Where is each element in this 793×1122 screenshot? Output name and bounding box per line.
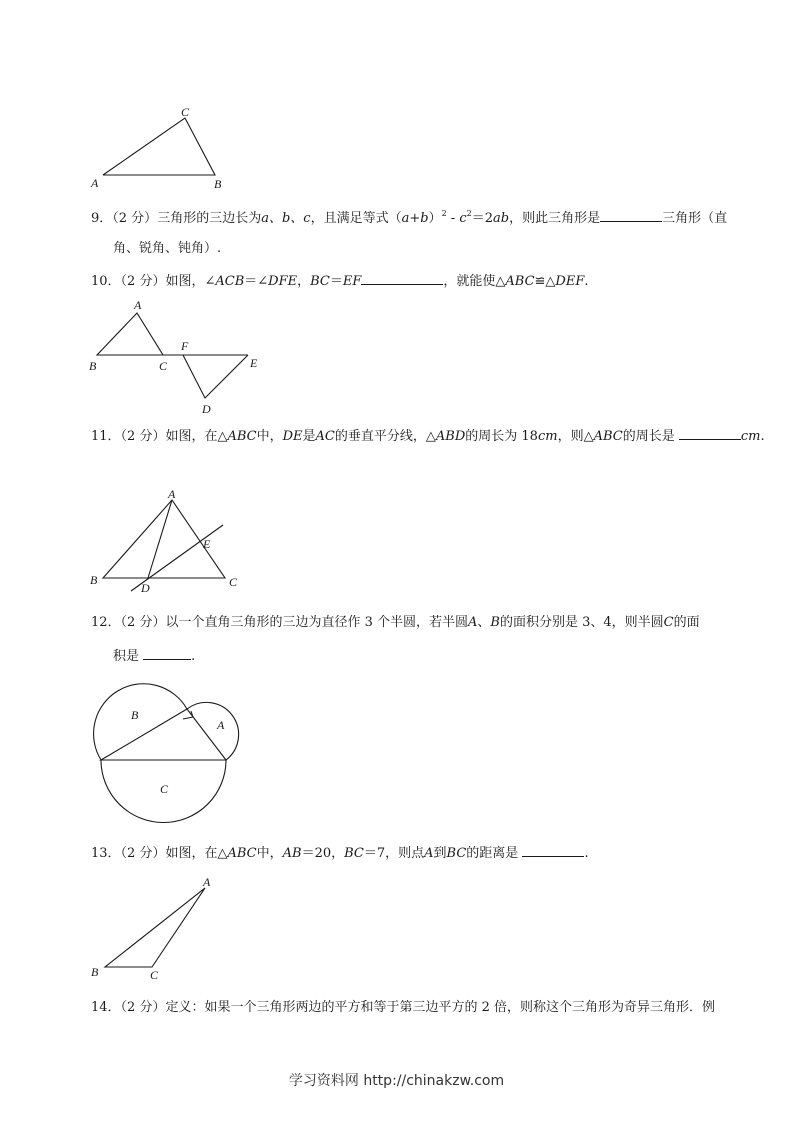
question-score: （2 分）: [112, 211, 158, 226]
question-text: 、: [477, 615, 491, 630]
figure-q8-triangle: [85, 100, 245, 195]
label-b: B: [89, 359, 97, 373]
math-expr: cm: [537, 429, 558, 444]
answer-blank[interactable]: [679, 425, 741, 440]
math-expr: EF: [342, 274, 362, 289]
question-text: 如图，∠: [165, 274, 216, 289]
question-text: 如图，在△: [165, 429, 228, 444]
question-text: ，且满足等式（: [310, 211, 402, 226]
math-expr: ABC: [593, 429, 623, 444]
label-c: C: [150, 968, 159, 982]
question-number: 12．: [91, 615, 121, 630]
question-text: 中，: [256, 429, 283, 444]
math-expr: AC: [315, 429, 335, 444]
math-expr: DEF: [555, 274, 585, 289]
question-text: ，则△: [557, 429, 594, 444]
math-expr: cm: [740, 429, 761, 444]
math-expr: AB: [282, 846, 302, 861]
figure-q12-semicircles: [85, 665, 265, 830]
question-text: .: [760, 429, 765, 444]
math-expr: a+b: [401, 211, 429, 226]
math-expr: BC: [310, 274, 330, 289]
math-expr: ab: [492, 211, 510, 226]
label-c: C: [159, 359, 168, 373]
question-text: ＝2: [471, 211, 493, 226]
math-expr: ABD: [435, 429, 466, 444]
question-number: 11．: [91, 429, 121, 444]
math-expr: c: [459, 211, 467, 226]
label-d: D: [202, 402, 211, 416]
question-score: （2 分）: [120, 274, 166, 289]
question-text: ＝20，: [301, 846, 345, 861]
math-expr: C: [663, 615, 674, 630]
math-expr: DE: [282, 429, 303, 444]
question-text: 的周长是: [622, 429, 675, 444]
superscript: 2: [441, 209, 447, 218]
question-text: 是: [302, 429, 316, 444]
question-text: ＝: [329, 274, 343, 289]
label-f: F: [181, 339, 189, 353]
label-a: A: [217, 718, 225, 732]
question-text: ，则此三角形是: [509, 211, 601, 226]
answer-blank[interactable]: [600, 207, 662, 222]
label-c: C: [160, 782, 169, 796]
math-expr: ABC: [227, 846, 257, 861]
question-9-line2: 角、锐角、钝角）.: [113, 241, 222, 256]
math-expr: BC: [344, 846, 364, 861]
question-text: ）: [428, 211, 442, 226]
question-text: .: [584, 274, 589, 289]
label-b: B: [90, 573, 98, 587]
superscript: 2: [466, 209, 472, 218]
question-score: （2 分）: [120, 846, 166, 861]
question-11: [91, 425, 765, 447]
question-text: 到: [433, 846, 447, 861]
label-b: B: [91, 965, 99, 979]
question-text: 积是: [113, 649, 140, 664]
label-a: A: [91, 176, 99, 190]
question-score: （2 分）: [120, 429, 166, 444]
question-text: ＝7，则点: [363, 846, 425, 861]
math-expr: A: [468, 615, 478, 630]
math-expr: DFE: [268, 274, 298, 289]
question-score: （2 分）: [120, 615, 166, 630]
label-b: B: [214, 177, 222, 191]
math-expr: B: [490, 615, 500, 630]
label-e: E: [250, 356, 258, 370]
question-text: .: [191, 649, 196, 664]
question-text: 三角形（直: [662, 211, 728, 226]
question-9: [91, 207, 727, 229]
question-13: [91, 842, 589, 864]
answer-blank[interactable]: [522, 842, 584, 857]
question-score: （2 分）: [120, 1000, 166, 1015]
question-text: 中，: [256, 846, 283, 861]
math-expr: ACB: [215, 274, 245, 289]
question-14: [91, 998, 715, 1018]
question-text: 三角形的三边长为: [157, 211, 262, 226]
question-number: 13．: [91, 846, 121, 861]
math-expr: A: [424, 846, 434, 861]
question-text: ，就能使△: [443, 274, 506, 289]
label-b: B: [131, 708, 139, 722]
answer-blank[interactable]: [361, 270, 443, 285]
math-vars: a、b、c: [261, 211, 311, 226]
question-number: 10．: [91, 274, 121, 289]
question-text: 的面: [673, 615, 700, 630]
figure-q11-triangle: [85, 485, 255, 600]
answer-blank[interactable]: [143, 645, 191, 660]
figure-q10-triangles: [85, 295, 275, 420]
question-12: [91, 613, 700, 633]
question-text: ＝∠: [244, 274, 269, 289]
label-c: C: [181, 105, 190, 119]
figure-q13-triangle: [85, 870, 225, 985]
question-text: ，: [297, 274, 311, 289]
question-10: [91, 270, 589, 292]
question-text: 的垂直平分线，△: [334, 429, 436, 444]
question-text: 以一个直角三角形的三边为直径作 3 个半圆，若半圆: [165, 615, 468, 630]
question-number: 9．: [91, 211, 113, 226]
page-footer: 学习资料网 http://chinakzw.com: [288, 1073, 505, 1089]
question-number: 14．: [91, 1000, 121, 1015]
question-text: -: [446, 211, 460, 226]
question-text: 的面积分别是 3、4，则半圆: [499, 615, 664, 630]
label-a: A: [203, 875, 211, 889]
question-text: 定义：如果一个三角形两边的平方和等于第三边平方的 2 倍，则称这个三角形为奇异三角形．例: [165, 1000, 715, 1015]
question-12-line2: [113, 645, 195, 667]
question-text: .: [584, 846, 589, 861]
math-expr: ABC: [505, 274, 535, 289]
label-a: A: [134, 298, 142, 312]
question-text: 的周长为 18: [465, 429, 538, 444]
label-c: C: [229, 575, 238, 589]
question-text: 的距离是: [466, 846, 519, 861]
math-expr: ABC: [227, 429, 257, 444]
label-a: A: [168, 487, 176, 501]
question-text: ≌△: [534, 274, 556, 289]
math-expr: BC: [446, 846, 467, 861]
label-d: D: [141, 581, 150, 595]
question-text: 如图，在△: [165, 846, 228, 861]
label-e: E: [203, 537, 211, 551]
